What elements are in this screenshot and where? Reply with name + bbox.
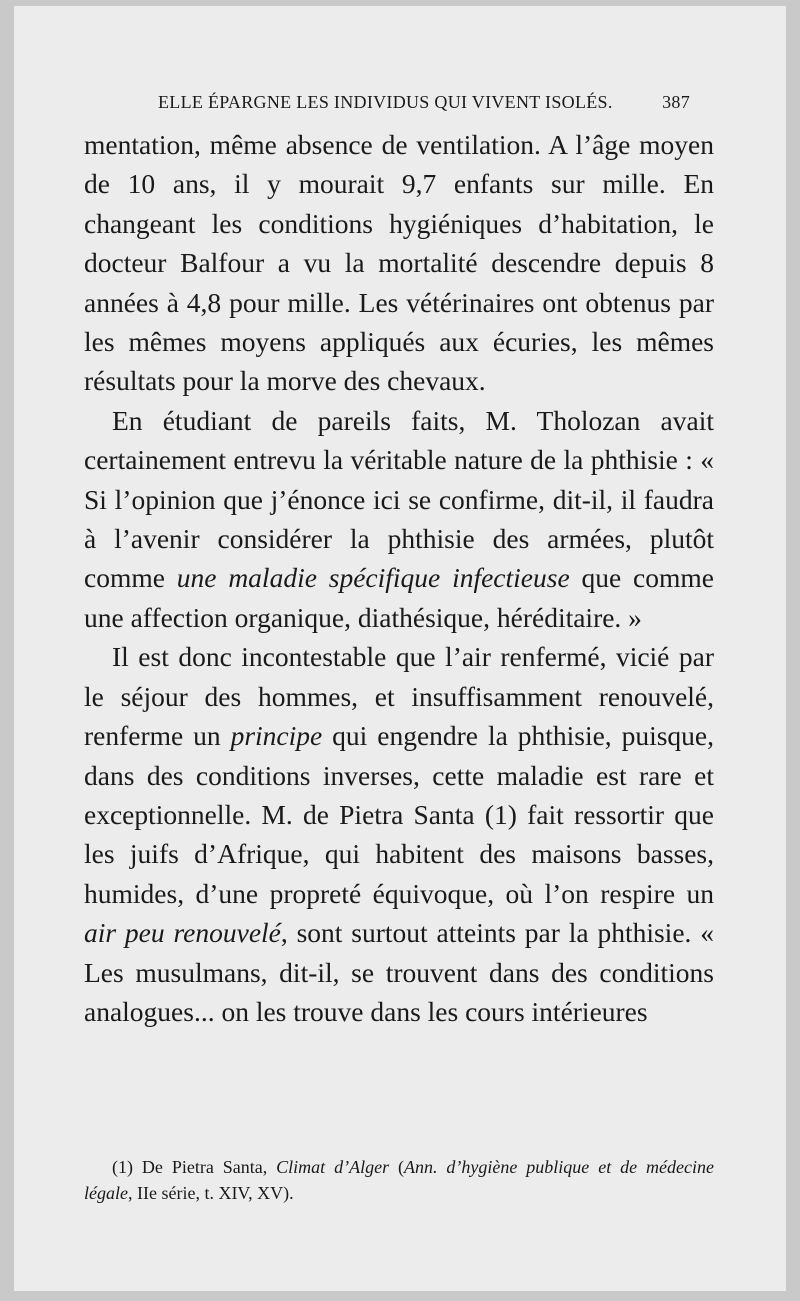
paragraph — [84, 125, 714, 401]
page-number: 387 — [662, 92, 690, 112]
italic-run: Ann. d’hygiène publique et de médecine légale — [84, 1157, 715, 1203]
text-run: , sont surtout atteints par la phthisie. « Les musulmans, dit-il, se trouvent dans des conditions analogues... on les trouve dans les cours intérieures — [84, 917, 714, 1027]
body-text — [84, 125, 714, 1031]
footnote — [84, 1154, 714, 1206]
text-run: (1) De Pietra Santa, — [112, 1157, 277, 1177]
text-run: Il est donc incontestable que l’air renfermé, vicié par le séjour des hommes, et insuffisamment renouvelé, renferme un — [84, 641, 714, 752]
running-header — [158, 92, 690, 118]
book-page — [14, 6, 786, 1291]
text-run: ( — [389, 1157, 404, 1177]
text-run: En étudiant de pareils faits, M. Tholozan avait certainement entrevu la véritable nature de la phthisie : « Si l’opinion que j’énonce ici se confirme, dit-il, il faudra à l’avenir considérer la phthisie des armées, plutôt comme — [84, 404, 714, 594]
text-run: mentation, même absence de ventilation. A l’âge moyen de 10 ans, il y mourait 9,7 enfants sur mille. En changeant les conditions hygiéniques d’habitation, le docteur Balfour a vu la mortalité descendre depuis 8 années à 4,8 pour mille. Les vétérinaires ont obtenus par les mêmes moyens appliqués aux écuries, les mêmes résultats pour la morve des chevaux. — [84, 129, 714, 397]
text-run: qui engendre la phthisie, puisque, dans des conditions inverses, cette maladie est rare et exceptionnelle. M. de Pietra Santa (1) fait ressortir que les juifs d’Afrique, qui habitent des maisons basses, humides, d’une propreté équivoque, où l’on respire un — [84, 720, 715, 909]
italic-run: une maladie spécifique infectieuse — [176, 562, 570, 594]
running-title: ELLE ÉPARGNE LES INDIVIDUS QUI VIVENT ISOLÉS. — [158, 92, 613, 112]
text-run: , IIe série, t. XIV, XV). — [127, 1183, 294, 1203]
paragraph — [84, 637, 714, 1031]
text-run: que comme une affection organique, diathésique, héréditaire. » — [84, 562, 714, 633]
italic-run: principe — [230, 720, 323, 752]
italic-run: Climat d’Alger — [276, 1157, 390, 1177]
paragraph — [84, 401, 714, 637]
italic-run: air peu renouvelé — [84, 917, 281, 949]
footnote-text — [84, 1154, 714, 1206]
